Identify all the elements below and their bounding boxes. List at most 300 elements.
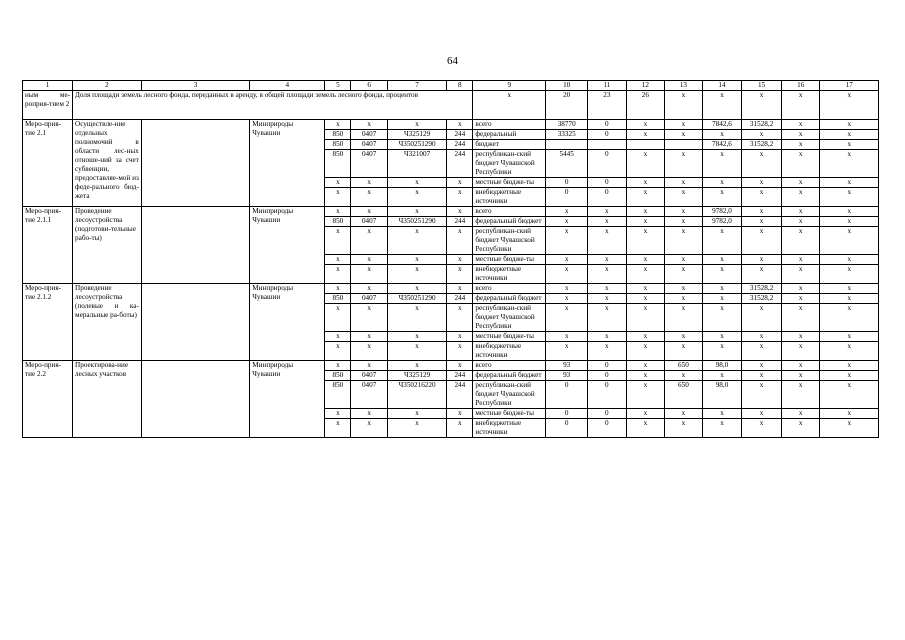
value-cell: х xyxy=(665,227,703,255)
value-cell: х xyxy=(626,178,665,188)
grbs-code-cell: х xyxy=(325,419,351,438)
grbs-code-cell: 850 xyxy=(325,217,351,227)
value-cell: х xyxy=(588,255,627,265)
grbs-code-cell: х xyxy=(325,284,351,294)
funding-source-cell: республикан-ский бюджет Чувашской Республики xyxy=(473,227,546,255)
column-number-cell: 17 xyxy=(820,81,879,91)
grbs-code-cell: х xyxy=(325,304,351,332)
column-number-cell: 13 xyxy=(665,81,703,91)
funding-source-cell: внебюджетные источники xyxy=(473,342,546,361)
value-cell: х xyxy=(820,371,879,381)
empty-cell xyxy=(141,207,249,284)
value-cell: х xyxy=(820,342,879,361)
target-value-cell: х xyxy=(742,91,782,120)
value-cell: х xyxy=(665,304,703,332)
value-cell: 5445 xyxy=(546,150,588,178)
funding-source-cell: всего xyxy=(473,207,546,217)
csr-code-cell: х xyxy=(387,332,446,342)
value-cell: 38770 xyxy=(546,120,588,130)
column-number-cell: 6 xyxy=(351,81,387,91)
vr-code-cell: х xyxy=(447,409,473,419)
rzpr-code-cell: х xyxy=(351,361,387,371)
value-cell: х xyxy=(588,217,627,227)
value-cell: х xyxy=(742,188,782,207)
column-number-cell: 14 xyxy=(702,81,742,91)
value-cell: х xyxy=(781,188,820,207)
value-cell: х xyxy=(781,284,820,294)
value-cell: х xyxy=(781,332,820,342)
event-executor: Минприроды Чувашии xyxy=(250,207,325,284)
value-cell: х xyxy=(626,207,665,217)
value-cell: 31528,2 xyxy=(742,294,782,304)
event-label: Меро-прия-тие 2.1 xyxy=(23,120,73,207)
value-cell: х xyxy=(820,178,879,188)
value-cell: х xyxy=(820,130,879,140)
value-cell: 7842,6 xyxy=(702,120,742,130)
value-cell xyxy=(588,140,627,150)
value-cell: х xyxy=(546,227,588,255)
value-cell: х xyxy=(626,130,665,140)
csr-code-cell: х xyxy=(387,227,446,255)
value-cell: х xyxy=(781,120,820,130)
value-cell: 0 xyxy=(588,178,627,188)
value-cell: 650 xyxy=(665,361,703,371)
value-cell: х xyxy=(546,332,588,342)
csr-code-cell: х xyxy=(387,304,446,332)
rzpr-code-cell: 0407 xyxy=(351,371,387,381)
target-row-source-cell: х xyxy=(473,91,546,120)
value-cell: х xyxy=(820,120,879,130)
value-cell: х xyxy=(626,294,665,304)
value-cell: х xyxy=(626,332,665,342)
column-number-cell: 1 xyxy=(23,81,73,91)
event-label: Меро-прия-тие 2.2 xyxy=(23,361,73,438)
funding-source-cell: местные бюдже-ты xyxy=(473,332,546,342)
value-cell: 0 xyxy=(588,381,627,409)
csr-code-cell: Ч350251290 xyxy=(387,217,446,227)
csr-code-cell: х xyxy=(387,188,446,207)
value-cell: х xyxy=(588,265,627,284)
value-cell: х xyxy=(781,227,820,255)
value-cell: 0 xyxy=(588,130,627,140)
value-cell: х xyxy=(702,284,742,294)
rzpr-code-cell: 0407 xyxy=(351,130,387,140)
csr-code-cell: Ч325129 xyxy=(387,371,446,381)
value-cell: х xyxy=(665,150,703,178)
grbs-code-cell: 850 xyxy=(325,381,351,409)
value-cell: х xyxy=(781,140,820,150)
table-row xyxy=(23,120,879,130)
value-cell: х xyxy=(546,265,588,284)
value-cell: 33325 xyxy=(546,130,588,140)
value-cell: х xyxy=(742,227,782,255)
value-cell: 0 xyxy=(546,178,588,188)
value-cell: х xyxy=(781,419,820,438)
target-indicator-description: Доля площади земель лесного фонда, переданных в аренду, в общей площади земель лесного фонда, процентов xyxy=(73,91,473,120)
value-cell: х xyxy=(781,381,820,409)
rzpr-code-cell: х xyxy=(351,255,387,265)
value-cell: х xyxy=(665,130,703,140)
value-cell: х xyxy=(820,255,879,265)
rzpr-code-cell: х xyxy=(351,188,387,207)
event-name: Проведение лесоустройства (подготови-тельные рабо-ты) xyxy=(73,207,142,284)
value-cell: х xyxy=(626,409,665,419)
value-cell: х xyxy=(742,419,782,438)
value-cell: х xyxy=(742,178,782,188)
value-cell: х xyxy=(665,419,703,438)
value-cell: х xyxy=(820,361,879,371)
value-cell: 0 xyxy=(588,419,627,438)
value-cell: 650 xyxy=(665,381,703,409)
value-cell: 93 xyxy=(546,371,588,381)
target-value-cell: х xyxy=(820,91,879,120)
rzpr-code-cell: х xyxy=(351,409,387,419)
event-executor: Минприроды Чувашии xyxy=(250,361,325,438)
value-cell: х xyxy=(781,265,820,284)
vr-code-cell: х xyxy=(447,361,473,371)
rzpr-code-cell: 0407 xyxy=(351,294,387,304)
value-cell: х xyxy=(588,227,627,255)
value-cell: х xyxy=(665,284,703,294)
value-cell: х xyxy=(588,332,627,342)
program-table xyxy=(22,80,879,438)
value-cell: х xyxy=(742,217,782,227)
rzpr-code-cell: х xyxy=(351,207,387,217)
column-number-cell: 7 xyxy=(387,81,446,91)
value-cell: х xyxy=(820,332,879,342)
value-cell: х xyxy=(546,284,588,294)
value-cell: х xyxy=(820,150,879,178)
value-cell: х xyxy=(665,371,703,381)
csr-code-cell: х xyxy=(387,419,446,438)
value-cell: х xyxy=(702,178,742,188)
value-cell: х xyxy=(742,342,782,361)
grbs-code-cell: 850 xyxy=(325,150,351,178)
value-cell: х xyxy=(588,294,627,304)
target-indicator-row xyxy=(23,91,879,120)
rzpr-code-cell: х xyxy=(351,332,387,342)
funding-source-cell: республикан-ский бюджет Чувашской Республики xyxy=(473,304,546,332)
csr-code-cell: х xyxy=(387,255,446,265)
csr-code-cell: х xyxy=(387,409,446,419)
vr-code-cell: х xyxy=(447,342,473,361)
event-name: Проведение лесоустройства (полевые и ка-меральные ра-боты) xyxy=(73,284,142,361)
value-cell: х xyxy=(665,217,703,227)
csr-code-cell: Ч321007 xyxy=(387,150,446,178)
event-executor: Минприроды Чувашии xyxy=(250,120,325,207)
csr-code-cell: х xyxy=(387,265,446,284)
vr-code-cell: х xyxy=(447,419,473,438)
csr-code-cell: х xyxy=(387,361,446,371)
funding-source-cell: республикан-ский бюджет Чувашской Республики xyxy=(473,381,546,409)
empty-cell xyxy=(141,284,249,361)
column-number-cell: 10 xyxy=(546,81,588,91)
value-cell: х xyxy=(742,207,782,217)
empty-cell xyxy=(141,361,249,438)
grbs-code-cell: х xyxy=(325,255,351,265)
vr-code-cell: 244 xyxy=(447,217,473,227)
value-cell: х xyxy=(742,332,782,342)
column-number-cell: 15 xyxy=(742,81,782,91)
value-cell: х xyxy=(702,304,742,332)
csr-code-cell: х xyxy=(387,120,446,130)
value-cell: х xyxy=(626,188,665,207)
value-cell: х xyxy=(626,361,665,371)
rzpr-code-cell: 0407 xyxy=(351,381,387,409)
target-value-cell: 26 xyxy=(626,91,665,120)
grbs-code-cell: 850 xyxy=(325,140,351,150)
column-number-cell: 4 xyxy=(250,81,325,91)
vr-code-cell: х xyxy=(447,304,473,332)
column-number-cell: 9 xyxy=(473,81,546,91)
value-cell: х xyxy=(626,255,665,265)
value-cell: х xyxy=(546,207,588,217)
value-cell: х xyxy=(820,188,879,207)
value-cell: х xyxy=(546,255,588,265)
rzpr-code-cell: х xyxy=(351,304,387,332)
vr-code-cell: х xyxy=(447,265,473,284)
grbs-code-cell: х xyxy=(325,332,351,342)
grbs-code-cell: х xyxy=(325,178,351,188)
value-cell xyxy=(626,140,665,150)
value-cell: х xyxy=(781,304,820,332)
value-cell: х xyxy=(820,419,879,438)
grbs-code-cell: х xyxy=(325,342,351,361)
grbs-code-cell: х xyxy=(325,265,351,284)
funding-source-cell: местные бюдже-ты xyxy=(473,178,546,188)
funding-source-cell: внебюджетные источники xyxy=(473,265,546,284)
funding-source-cell: бюджет xyxy=(473,140,546,150)
funding-source-cell: федеральный бюджет xyxy=(473,371,546,381)
value-cell: х xyxy=(820,284,879,294)
value-cell: х xyxy=(588,342,627,361)
funding-source-cell: местные бюдже-ты xyxy=(473,409,546,419)
value-cell: х xyxy=(781,342,820,361)
vr-code-cell: х xyxy=(447,207,473,217)
event-name: Проектирова-ние лесных участков xyxy=(73,361,142,438)
value-cell: 31528,2 xyxy=(742,140,782,150)
value-cell: х xyxy=(702,255,742,265)
value-cell: х xyxy=(665,178,703,188)
value-cell: 31528,2 xyxy=(742,120,782,130)
value-cell: х xyxy=(781,361,820,371)
value-cell: х xyxy=(665,294,703,304)
rzpr-code-cell: х xyxy=(351,342,387,361)
vr-code-cell: х xyxy=(447,255,473,265)
value-cell: 0 xyxy=(588,371,627,381)
value-cell: х xyxy=(702,419,742,438)
value-cell: х xyxy=(820,409,879,419)
value-cell: х xyxy=(820,140,879,150)
value-cell: х xyxy=(588,207,627,217)
value-cell: х xyxy=(702,332,742,342)
value-cell: х xyxy=(820,265,879,284)
value-cell: х xyxy=(588,304,627,332)
column-number-cell: 11 xyxy=(588,81,627,91)
value-cell: х xyxy=(546,304,588,332)
value-cell: х xyxy=(742,371,782,381)
value-cell: х xyxy=(626,381,665,409)
value-cell: х xyxy=(626,304,665,332)
value-cell: х xyxy=(781,294,820,304)
table-body xyxy=(23,81,879,438)
funding-source-cell: внебюджетные источники xyxy=(473,419,546,438)
vr-code-cell: х xyxy=(447,120,473,130)
value-cell: х xyxy=(820,294,879,304)
value-cell: 0 xyxy=(546,409,588,419)
value-cell: х xyxy=(665,188,703,207)
value-cell: х xyxy=(626,265,665,284)
csr-code-cell: Ч350251290 xyxy=(387,294,446,304)
value-cell: х xyxy=(665,332,703,342)
value-cell: 98,0 xyxy=(702,381,742,409)
vr-code-cell: х xyxy=(447,178,473,188)
value-cell: х xyxy=(626,342,665,361)
funding-source-cell: федеральный бюджет xyxy=(473,217,546,227)
grbs-code-cell: 850 xyxy=(325,130,351,140)
target-value-cell: х xyxy=(702,91,742,120)
value-cell: х xyxy=(546,342,588,361)
value-cell: х xyxy=(626,217,665,227)
vr-code-cell: х xyxy=(447,284,473,294)
grbs-code-cell: х xyxy=(325,227,351,255)
vr-code-cell: х xyxy=(447,188,473,207)
value-cell: х xyxy=(702,342,742,361)
value-cell: х xyxy=(742,361,782,371)
rzpr-code-cell: 0407 xyxy=(351,150,387,178)
value-cell: х xyxy=(626,120,665,130)
value-cell: 0 xyxy=(588,150,627,178)
header-row xyxy=(23,81,879,91)
value-cell: х xyxy=(781,255,820,265)
vr-code-cell: 244 xyxy=(447,150,473,178)
vr-code-cell: 244 xyxy=(447,130,473,140)
value-cell: х xyxy=(742,255,782,265)
value-cell: х xyxy=(665,207,703,217)
value-cell: х xyxy=(781,130,820,140)
funding-source-cell: внебюджетные источники xyxy=(473,188,546,207)
value-cell: х xyxy=(820,227,879,255)
value-cell: х xyxy=(702,409,742,419)
grbs-code-cell: х xyxy=(325,207,351,217)
rzpr-code-cell: 0407 xyxy=(351,140,387,150)
value-cell: х xyxy=(702,294,742,304)
grbs-code-cell: х xyxy=(325,361,351,371)
value-cell: х xyxy=(742,304,782,332)
table-row xyxy=(23,284,879,294)
value-cell: 0 xyxy=(588,361,627,371)
value-cell: х xyxy=(546,294,588,304)
column-number-cell: 12 xyxy=(626,81,665,91)
grbs-code-cell: 850 xyxy=(325,371,351,381)
value-cell: х xyxy=(665,120,703,130)
value-cell: х xyxy=(702,150,742,178)
column-number-cell: 3 xyxy=(141,81,249,91)
value-cell: х xyxy=(665,255,703,265)
rzpr-code-cell: х xyxy=(351,284,387,294)
rzpr-code-cell: х xyxy=(351,265,387,284)
value-cell: х xyxy=(820,304,879,332)
rzpr-code-cell: 0407 xyxy=(351,217,387,227)
value-cell: х xyxy=(626,150,665,178)
value-cell: х xyxy=(781,178,820,188)
value-cell: 93 xyxy=(546,361,588,371)
value-cell: х xyxy=(588,284,627,294)
funding-source-cell: федеральный xyxy=(473,130,546,140)
grbs-code-cell: х xyxy=(325,409,351,419)
value-cell: х xyxy=(781,207,820,217)
value-cell: х xyxy=(626,227,665,255)
csr-code-cell: х xyxy=(387,342,446,361)
value-cell: х xyxy=(702,130,742,140)
funding-source-cell: федеральный бюджет xyxy=(473,294,546,304)
column-number-cell: 5 xyxy=(325,81,351,91)
event-executor: Минприроды Чувашии xyxy=(250,284,325,361)
vr-code-cell: х xyxy=(447,332,473,342)
column-number-cell: 2 xyxy=(73,81,142,91)
rzpr-code-cell: х xyxy=(351,227,387,255)
grbs-code-cell: х xyxy=(325,188,351,207)
funding-source-cell: всего xyxy=(473,361,546,371)
event-label: Меро-прия-тие 2.1.1 xyxy=(23,207,73,284)
value-cell: х xyxy=(702,265,742,284)
vr-code-cell: 244 xyxy=(447,381,473,409)
value-cell: х xyxy=(665,409,703,419)
value-cell: х xyxy=(820,217,879,227)
funding-source-cell: всего xyxy=(473,120,546,130)
value-cell: 0 xyxy=(546,381,588,409)
table-row xyxy=(23,361,879,371)
value-cell: х xyxy=(626,371,665,381)
vr-code-cell: 244 xyxy=(447,371,473,381)
column-number-cell: 8 xyxy=(447,81,473,91)
value-cell: 31528,2 xyxy=(742,284,782,294)
value-cell: 9782,0 xyxy=(702,217,742,227)
vr-code-cell: 244 xyxy=(447,294,473,304)
grbs-code-cell: 850 xyxy=(325,294,351,304)
value-cell: 0 xyxy=(588,188,627,207)
value-cell: 98,0 xyxy=(702,361,742,371)
vr-code-cell: 244 xyxy=(447,140,473,150)
value-cell: х xyxy=(781,371,820,381)
value-cell: х xyxy=(546,217,588,227)
rzpr-code-cell: х xyxy=(351,120,387,130)
event-name: Осуществле-ние отдельных полномочий в области лес-ных отноше-ний за счет субвенции, предоставляе-мой из феде-рального бюд-жета xyxy=(73,120,142,207)
column-number-cell: 16 xyxy=(781,81,820,91)
value-cell: х xyxy=(781,217,820,227)
value-cell: х xyxy=(820,207,879,217)
value-cell: х xyxy=(702,188,742,207)
target-value-cell: х xyxy=(665,91,703,120)
value-cell xyxy=(546,140,588,150)
funding-source-cell: всего xyxy=(473,284,546,294)
vr-code-cell: х xyxy=(447,227,473,255)
funding-source-cell: местные бюдже-ты xyxy=(473,255,546,265)
csr-code-cell: Ч325129 xyxy=(387,130,446,140)
value-cell: 9782,0 xyxy=(702,207,742,217)
csr-code-cell: Ч350216220 xyxy=(387,381,446,409)
table-row xyxy=(23,207,879,217)
value-cell: х xyxy=(820,381,879,409)
value-cell: х xyxy=(781,409,820,419)
funding-source-cell: республикан-ский бюджет Чувашской Республики xyxy=(473,150,546,178)
value-cell: х xyxy=(742,381,782,409)
event-label: Меро-прия-тие 2.1.2 xyxy=(23,284,73,361)
rzpr-code-cell: х xyxy=(351,419,387,438)
value-cell: х xyxy=(742,409,782,419)
value-cell: х xyxy=(702,371,742,381)
value-cell xyxy=(665,140,703,150)
